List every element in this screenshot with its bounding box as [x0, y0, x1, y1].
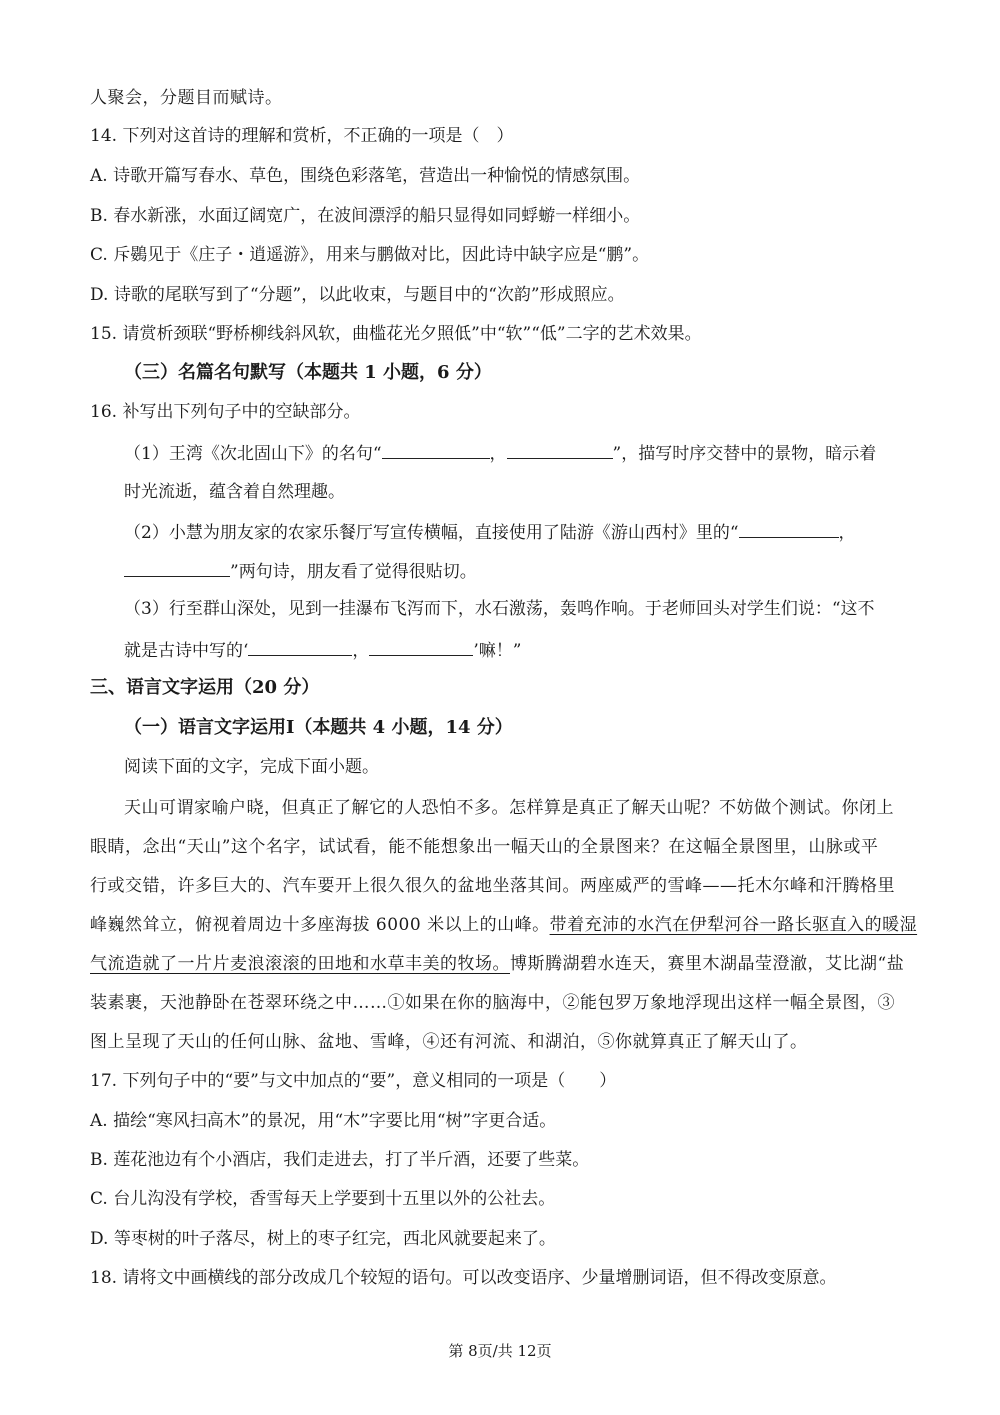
passage-line-4: [90, 913, 917, 937]
q16-item3-text-b: 就是古诗中写的‘: [124, 641, 249, 661]
passage-line-1: 天山可谓家喻户晓，但真正了解它的人恐怕不多。怎样算是真正了解天山呢？不妨做个测试。你闭上: [124, 798, 894, 818]
answer-blank[interactable]: [739, 519, 839, 538]
answer-blank[interactable]: [382, 440, 490, 459]
question-16-item-1-cont: 时光流逝，蕴含着自然理趣。: [124, 482, 345, 502]
question-16-item-3: （3）行至群山深处，见到一挂瀑布飞泻而下，水石激荡，轰鸣作响。于老师回头对学生们说：“这不: [124, 599, 875, 619]
q16-item1-text-b: ”，描写时序交替中的景物，暗示着: [612, 444, 877, 464]
question-16-item-3-cont: [124, 637, 522, 663]
question-17-stem: 17. 下列句子中的“要”与文中加点的“要”，意义相同的一项是（ ）: [90, 1071, 617, 1091]
q16-item2-comma: ，: [838, 523, 856, 543]
question-14-option-b: B. 春水新涨，水面辽阔宽广，在波间漂浮的船只显得如同蜉蝣一样细小。: [90, 206, 641, 226]
q16-item3-text-c: ’嘛！”: [473, 641, 522, 661]
passage-line-4-text: 峰巍然耸立，俯视着周边十多座海拔 6000 米以上的山峰。: [90, 915, 550, 935]
underlined-sentence-part-2: 气流造就了一片片麦浪滚滚的田地和水草丰美的牧场。: [90, 954, 510, 974]
question-16-item-1: [124, 440, 876, 466]
page-number: 第 8页/共 12页: [448, 1342, 552, 1360]
q16-item2-text-a: （2）小慧为朋友家的农家乐餐厅写宣传横幅，直接使用了陆游《游山西村》里的“: [124, 523, 739, 543]
question-17-option-b: B. 莲花池边有个小酒店，我们走进去，打了半斤酒，还要了些菜。: [90, 1150, 590, 1170]
question-17-option-d: D. 等枣树的叶子落尽，树上的枣子红完，西北风就要起来了。: [90, 1229, 556, 1249]
subsection-heading-language-use-1: （一）语言文字运用Ⅰ（本题共 4 小题，14 分）: [124, 717, 513, 738]
q16-item1-comma: ，: [489, 444, 507, 464]
answer-blank[interactable]: [507, 440, 613, 459]
question-16-item-2-cont: [124, 558, 477, 584]
passage-line-5: [90, 952, 904, 976]
reading-instructions: 阅读下面的文字，完成下面小题。: [124, 757, 379, 777]
passage-line-2: 眼睛，念出“天山”这个名字，试试看，能不能想象出一幅天山的全景图来？在这幅全景图里，山脉或平: [90, 837, 879, 857]
passage-line-3: 行或交错，许多巨大的、汽车要开上很久很久的盆地坐落其间。两座威严的雪峰——托木尔峰和汗腾格里: [90, 876, 895, 896]
question-15: 15. 请赏析颈联“野桥柳线斜风软，曲槛花光夕照低”中“软”“低”二字的艺术效果。: [90, 324, 702, 344]
question-14-stem: 14. 下列对这首诗的理解和赏析，不正确的一项是（ ）: [90, 126, 514, 146]
answer-blank[interactable]: [124, 558, 230, 577]
question-14-option-a: A. 诗歌开篇写春水、草色，围绕色彩落笔，营造出一种愉悦的情感氛围。: [90, 166, 641, 186]
question-18: 18. 请将文中画横线的部分改成几个较短的语句。可以改变语序、少量增删词语，但不得改变原意。: [90, 1268, 837, 1288]
underlined-sentence-part-1: 带着充沛的水汽在伊犁河谷一路长驱直入的暖湿: [549, 915, 918, 935]
q16-item2-text-b: ”两句诗，朋友看了觉得很贴切。: [230, 562, 477, 582]
passage-line-7: 图上呈现了天山的任何山脉、盆地、雪峰，④还有河流、和湖泊，⑤你就算真正了解天山了。: [90, 1032, 808, 1052]
answer-blank[interactable]: [248, 637, 352, 656]
question-17-option-c: C. 台儿沟没有学校，香雪每天上学要到十五里以外的公社去。: [90, 1189, 556, 1209]
answer-blank[interactable]: [369, 637, 473, 656]
passage-fragment: 人聚会，分题目而赋诗。: [90, 88, 283, 108]
question-14-option-d: D. 诗歌的尾联写到了“分题”，以此收束，与题目中的“次韵”形成照应。: [90, 285, 625, 305]
question-17-option-a: A. 描绘“寒风扫高木”的景况，用“木”字要比用“树”字更合适。: [90, 1111, 557, 1131]
question-16-item-2: [124, 519, 856, 545]
passage-line-6: 装素裹，天池静卧在苍翠环绕之中……①如果在你的脑海中，②能包罗万象地浮现出这样一幅全景图，③: [90, 993, 895, 1013]
passage-line-5-text: 博斯腾湖碧水连天，赛里木湖晶莹澄澈，艾比湖“盐: [510, 954, 905, 974]
section-heading-recitation: （三）名篇名句默写（本题共 1 小题，6 分）: [124, 362, 492, 383]
question-14-option-c: C. 斥鷃见于《庄子・逍遥游》，用来与鹏做对比，因此诗中缺字应是“鹏”。: [90, 245, 650, 265]
q16-item3-comma: ，: [352, 641, 370, 661]
part-heading-language-use: 三、语言文字运用（20 分）: [90, 677, 320, 698]
q16-item1-text-a: （1）王湾《次北固山下》的名句“: [124, 444, 382, 464]
question-16-stem: 16. 补写出下列句子中的空缺部分。: [90, 402, 361, 422]
